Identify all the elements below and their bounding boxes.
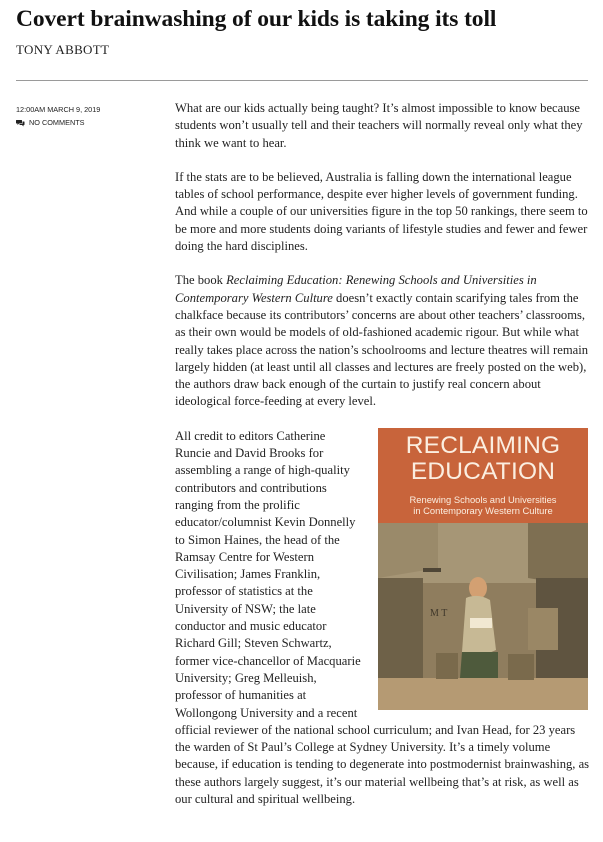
book-cover-image (378, 428, 588, 710)
paragraph: All credit to editors Catherine Runcie and David Brooks for assembling a range of high-quality contributors and contributions ranging from the prolific educator/columnist Kevin Donnelly to Simon Haines, the head of the Ramsay Centre for Western Civilisation; James Franklin, professor of statistics at the University of NSW; the late conductor and music educator Richard Gill; Steven Schwartz, former vice-chancellor of Macquarie University; Greg Melleuish, professor of humanities at Wollongong University and a recent official reviewer of the national school curriculum; and Ivan Head, for 23 years the warden of St Paul’s College at Sydney University. It’s a timely volume because, if education is tending to degenerate into postmodernist brainwashing, as these authors largely suggest, it’s our material wellbeing that’s at risk, as well as our cultural and spiritual wellbeing. (175, 428, 590, 806)
book-cover-title-line: EDUCATION (410, 457, 556, 485)
svg-text:M T: M T (430, 607, 448, 619)
publish-date: 12:00AM MARCH 9, 2019 (16, 105, 101, 114)
article-body (175, 100, 593, 825)
paragraph: What are our kids actually being taught? It’s almost impossible to know because students won’t usually tell and their teachers will normally reveal only what they think we want to hear. (175, 101, 583, 150)
article-meta (16, 103, 100, 129)
book-cover-title (378, 433, 588, 485)
book-cover-subtitle (378, 494, 588, 516)
article-title: Covert brainwashing of our kids is taking its toll (16, 6, 497, 32)
comments-link[interactable] (16, 116, 100, 129)
book-cover-subtitle-line: Renewing Schools and Universities (409, 493, 557, 505)
paragraph-text: doesn’t exactly contain scarifying tales from the chalkface because its contributors’ concerns are about other teachers’ classrooms, as their own would be models of old-fashioned academic rigour. But while what really takes place across the nation’s schoolrooms and lecture theatres will remain largely hidden (at least until all classes and lectures are freely posted on the web), the authors draw back enough of the curtain to justify real concern about ideological force-feeding at every level. (175, 290, 588, 409)
comment-bubbles-icon (16, 119, 25, 127)
header-divider (16, 80, 588, 81)
comments-count: NO COMMENTS (29, 118, 85, 127)
book-cover-subtitle-line: in Contemporary Western Culture (413, 504, 553, 516)
book-cover-title-line: RECLAIMING (405, 431, 561, 459)
paragraph-text: The book (175, 273, 227, 288)
author-byline[interactable]: TONY ABBOTT (16, 42, 110, 57)
paragraph (175, 272, 593, 410)
book-title-reference: Reclaiming Education: Renewing Schools and Universities in Contemporary Western Culture (175, 273, 537, 305)
paragraph: If the stats are to be believed, Australia is falling down the international league tables of school performance, despite ever higher levels of government funding. And while a couple of our universities figure in the top 50 rankings, there seem to be more and more students doing variants of lifestyle studies and fewer and fewer doing the hard disciplines. (175, 169, 588, 254)
